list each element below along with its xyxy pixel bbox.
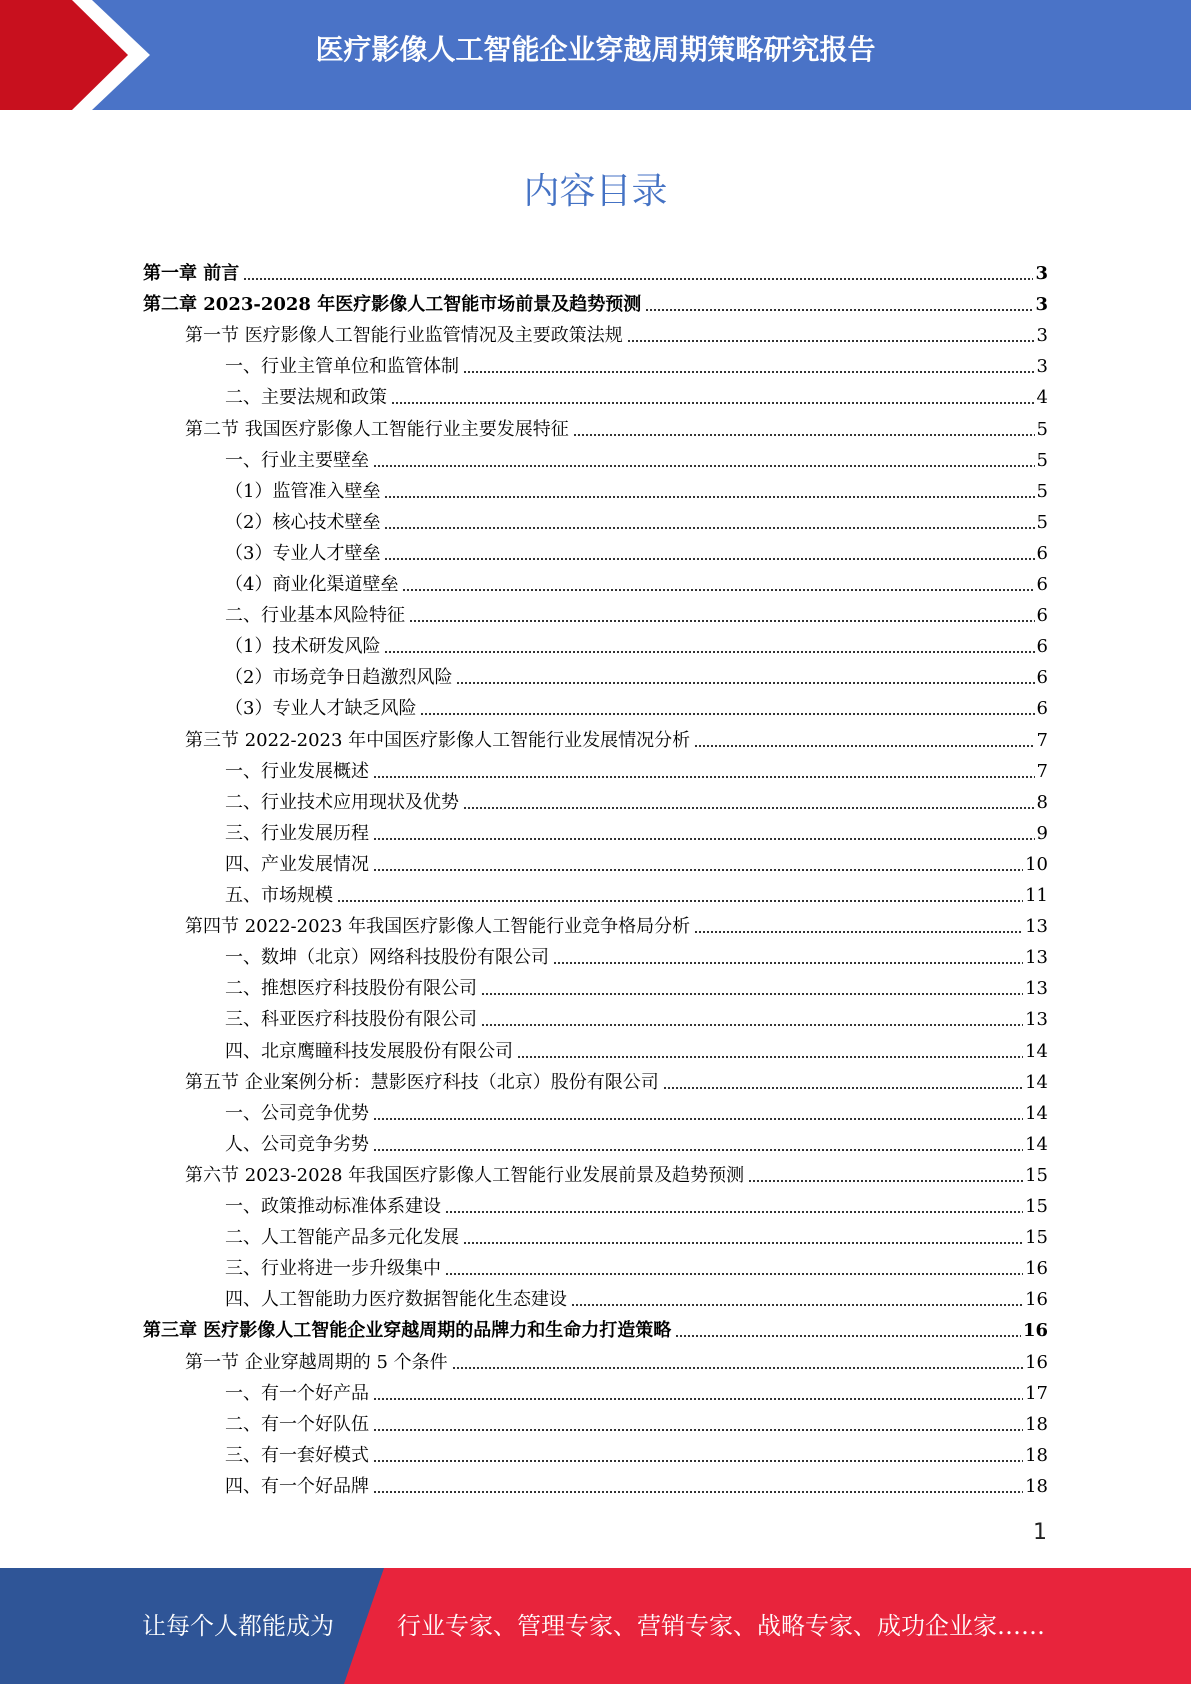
dot-leader — [452, 1367, 1023, 1369]
toc-entry-page: 8 — [1036, 791, 1048, 813]
dot-leader — [373, 869, 1023, 871]
toc-entry-page: 16 — [1025, 1289, 1048, 1311]
toc-entry-page: 17 — [1025, 1382, 1048, 1404]
toc-entry-title: （3）专业人才缺乏风险 — [225, 698, 417, 720]
toc-entry-page: 6 — [1036, 698, 1048, 720]
dot-leader — [571, 1304, 1023, 1306]
dot-leader — [445, 1211, 1023, 1213]
toc-entry-page: 3 — [1035, 263, 1048, 284]
toc-entry-page: 16 — [1025, 1351, 1048, 1373]
toc-entry[interactable] — [225, 1249, 1048, 1280]
toc-entry[interactable] — [225, 1280, 1048, 1311]
toc-entry[interactable] — [225, 503, 1048, 534]
toc-entry-title: （2）核心技术壁垒 — [225, 511, 381, 533]
toc-entry-page: 4 — [1036, 387, 1048, 409]
dot-leader — [402, 589, 1034, 591]
dot-leader — [694, 931, 1023, 933]
toc-entry[interactable] — [225, 347, 1048, 378]
dot-leader — [573, 434, 1035, 436]
toc-entry-page: 6 — [1036, 542, 1048, 564]
toc-entry[interactable] — [225, 1187, 1048, 1218]
toc-entry-title: 第二章 2023-2028 年医疗影像人工智能市场前景及趋势预测 — [143, 294, 642, 316]
toc-entry[interactable] — [225, 441, 1048, 472]
toc-entry-title: 第四节 2022-2023 年我国医疗影像人工智能行业竞争格局分析 — [185, 916, 691, 938]
page-header — [0, 0, 1191, 110]
toc-entry[interactable] — [225, 1436, 1048, 1467]
dot-leader — [373, 1118, 1023, 1120]
toc-entry-title: 三、行业将进一步升级集中 — [225, 1258, 441, 1280]
page-number: 1 — [1033, 1520, 1047, 1545]
toc-entry-title: 四、北京鹰瞳科技发展股份有限公司 — [225, 1040, 513, 1062]
toc-entry-title: （1）技术研发风险 — [225, 636, 381, 658]
toc-entry-title: 第一节 医疗影像人工智能行业监管情况及主要政策法规 — [185, 325, 623, 347]
dot-leader — [748, 1180, 1023, 1182]
toc-entry[interactable] — [225, 1094, 1048, 1125]
toc-heading: 内容目录 — [523, 171, 668, 212]
toc-entry-title: 二、有一个好队伍 — [225, 1413, 369, 1435]
toc-entry-page: 18 — [1025, 1475, 1048, 1497]
toc-entry[interactable] — [225, 565, 1048, 596]
toc-entry-title: 三、有一套好模式 — [225, 1444, 369, 1466]
toc-entry[interactable] — [143, 285, 1048, 316]
toc-entry-title: 一、公司竞争优势 — [225, 1102, 369, 1124]
toc-entry-title: 一、行业发展概述 — [225, 760, 369, 782]
dot-leader — [675, 1335, 1021, 1337]
dot-leader — [645, 309, 1033, 311]
toc-entry-page: 5 — [1036, 418, 1048, 440]
dot-leader — [456, 682, 1034, 684]
dot-leader — [384, 496, 1034, 498]
toc-entry-title: 一、行业主管单位和监管体制 — [225, 356, 459, 378]
toc-entry-title: 第一章 前言 — [143, 263, 240, 284]
toc-entry-title: 二、推想医疗科技股份有限公司 — [225, 978, 477, 1000]
toc-entry-title: 四、人工智能助力医疗数据智能化生态建设 — [225, 1289, 567, 1311]
toc-entry[interactable] — [185, 721, 1048, 752]
toc-entry-title: 四、有一个好品牌 — [225, 1475, 369, 1497]
dot-leader — [627, 340, 1035, 342]
toc-entry-page: 14 — [1025, 1040, 1048, 1062]
dot-leader — [391, 402, 1035, 404]
toc-entry[interactable] — [225, 938, 1048, 969]
toc-entry[interactable] — [225, 814, 1048, 845]
toc-entry-title: 一、数坤（北京）网络科技股份有限公司 — [225, 947, 549, 969]
toc-entry[interactable] — [225, 876, 1048, 907]
toc-entry-title: 第二节 我国医疗影像人工智能行业主要发展特征 — [185, 418, 569, 440]
toc-entry-title: （2）市场竞争日趋激烈风险 — [225, 667, 453, 689]
toc-entry-title: 第五节 企业案例分析：慧影医疗科技（北京）股份有限公司 — [185, 1071, 659, 1093]
toc-entry-title: 三、行业发展历程 — [225, 822, 369, 844]
toc-entry[interactable] — [185, 316, 1048, 347]
dot-leader — [463, 807, 1035, 809]
toc-entry[interactable] — [143, 254, 1048, 285]
toc-entry-page: 13 — [1025, 978, 1048, 1000]
toc-entry-title: 第一节 企业穿越周期的 5 个条件 — [185, 1351, 448, 1373]
toc-entry[interactable] — [225, 969, 1048, 1000]
toc-entry[interactable] — [225, 596, 1048, 627]
toc-entry[interactable] — [225, 627, 1048, 658]
footer-slogan-right: 行业专家、管理专家、营销专家、战略专家、成功企业家…… — [397, 1612, 1045, 1640]
dot-leader — [384, 527, 1034, 529]
toc-entry[interactable] — [143, 1311, 1048, 1342]
dot-leader — [243, 278, 1033, 280]
toc-entry[interactable] — [225, 534, 1048, 565]
toc-entry-title: 一、有一个好产品 — [225, 1382, 369, 1404]
toc-entry-page: 7 — [1036, 760, 1048, 782]
dot-leader — [445, 1273, 1023, 1275]
toc-entry-page: 10 — [1025, 853, 1048, 875]
dot-leader — [373, 465, 1035, 467]
toc-entry[interactable] — [225, 752, 1048, 783]
toc-entry-page: 16 — [1022, 1320, 1048, 1342]
dot-leader — [409, 620, 1035, 622]
dot-leader — [694, 745, 1034, 747]
toc-entry-title: 二、主要法规和政策 — [225, 387, 387, 409]
toc-entry-page: 13 — [1025, 1009, 1048, 1031]
toc-entry-title: 二、行业基本风险特征 — [225, 605, 405, 627]
toc-entry-title: （4）商业化渠道壁垒 — [225, 574, 399, 595]
dot-leader — [373, 1149, 1023, 1151]
toc-entry-page: 6 — [1036, 574, 1048, 595]
toc-entry-title: 二、行业技术应用现状及优势 — [225, 791, 459, 813]
toc-entry[interactable] — [225, 658, 1048, 689]
toc-entry[interactable] — [225, 783, 1048, 814]
toc-entry-title: （1）监管准入壁垒 — [225, 480, 381, 502]
toc-entry[interactable] — [185, 410, 1048, 441]
dot-leader — [373, 776, 1035, 778]
dot-leader — [373, 1491, 1023, 1493]
toc-entry-title: 一、行业主要壁垒 — [225, 449, 369, 471]
toc-entry-page: 6 — [1036, 605, 1048, 627]
toc-entry-title: 一、政策推动标准体系建设 — [225, 1196, 441, 1217]
toc-entry-page: 14 — [1025, 1133, 1048, 1155]
toc-entry-page: 11 — [1025, 885, 1048, 906]
dot-leader — [517, 1056, 1023, 1058]
toc-entry-page: 14 — [1025, 1071, 1048, 1093]
toc-entry-page: 3 — [1035, 294, 1048, 316]
toc-entry-title: 人、公司竞争劣势 — [225, 1133, 369, 1155]
dot-leader — [553, 962, 1023, 964]
toc-entry-page: 15 — [1025, 1227, 1048, 1249]
toc-entry-title: 第六节 2023-2028 年我国医疗影像人工智能行业发展前景及趋势预测 — [185, 1164, 745, 1186]
toc-entry[interactable] — [185, 1156, 1048, 1187]
dot-leader — [384, 651, 1034, 653]
dot-leader — [463, 1242, 1023, 1244]
toc-entry[interactable] — [225, 1125, 1048, 1156]
toc-entry[interactable] — [225, 1032, 1048, 1063]
toc-entry[interactable] — [225, 845, 1048, 876]
page-footer — [0, 1568, 1191, 1684]
toc-entry-page: 15 — [1025, 1196, 1048, 1217]
report-title: 医疗影像人工智能企业穿越周期策略研究报告 — [315, 33, 876, 66]
toc-entry-title: 第三节 2022-2023 年中国医疗影像人工智能行业发展情况分析 — [185, 729, 691, 751]
toc-entry[interactable] — [185, 1063, 1048, 1094]
toc-entry-title: 五、市场规模 — [225, 885, 333, 906]
toc-entry-page: 15 — [1025, 1164, 1048, 1186]
toc-entry-title: 二、人工智能产品多元化发展 — [225, 1227, 459, 1249]
toc-entry-page: 9 — [1036, 822, 1048, 844]
toc-entry[interactable] — [225, 1467, 1048, 1498]
toc-entry-page: 13 — [1025, 947, 1048, 969]
toc-entry-page: 14 — [1025, 1102, 1048, 1124]
toc-entry[interactable] — [225, 1218, 1048, 1249]
dot-leader — [481, 1024, 1023, 1026]
dot-leader — [420, 713, 1034, 715]
toc-entry[interactable] — [225, 378, 1048, 409]
toc-entry[interactable] — [225, 1374, 1048, 1405]
toc-entry-page: 5 — [1036, 449, 1048, 471]
toc-entry-page: 3 — [1036, 325, 1048, 347]
toc-entry-title: （3）专业人才壁垒 — [225, 542, 381, 564]
toc-entry-page: 3 — [1036, 356, 1048, 378]
dot-leader — [373, 1398, 1023, 1400]
toc-entry-title: 第三章 医疗影像人工智能企业穿越周期的品牌力和生命力打造策略 — [143, 1320, 672, 1342]
toc-entry[interactable] — [185, 1343, 1048, 1374]
toc-entry-page: 18 — [1025, 1444, 1048, 1466]
toc-entry-page: 13 — [1025, 916, 1048, 938]
dot-leader — [337, 900, 1023, 902]
toc-entry-page: 18 — [1025, 1413, 1048, 1435]
dot-leader — [663, 1087, 1023, 1089]
dot-leader — [481, 993, 1023, 995]
dot-leader — [463, 371, 1035, 373]
dot-leader — [373, 1460, 1023, 1462]
dot-leader — [373, 838, 1035, 840]
toc-entry-page: 16 — [1025, 1258, 1048, 1280]
toc-entry-title: 三、科亚医疗科技股份有限公司 — [225, 1009, 477, 1031]
toc-entry[interactable] — [225, 472, 1048, 503]
dot-leader — [384, 558, 1034, 560]
toc-entry[interactable] — [225, 689, 1048, 720]
toc-entry-page: 6 — [1036, 667, 1048, 689]
footer-slogan-left: 让每个人都能成为 — [142, 1612, 334, 1640]
toc-entry-page: 5 — [1036, 480, 1048, 502]
toc-entry-title: 四、产业发展情况 — [225, 853, 369, 875]
toc-entry-page: 5 — [1036, 511, 1048, 533]
dot-leader — [373, 1429, 1023, 1431]
toc-entry-page: 6 — [1036, 636, 1048, 658]
toc-entry-page: 7 — [1036, 729, 1048, 751]
toc-entry[interactable] — [225, 1405, 1048, 1436]
toc-entry[interactable] — [185, 907, 1048, 938]
toc-entry[interactable] — [225, 1000, 1048, 1031]
